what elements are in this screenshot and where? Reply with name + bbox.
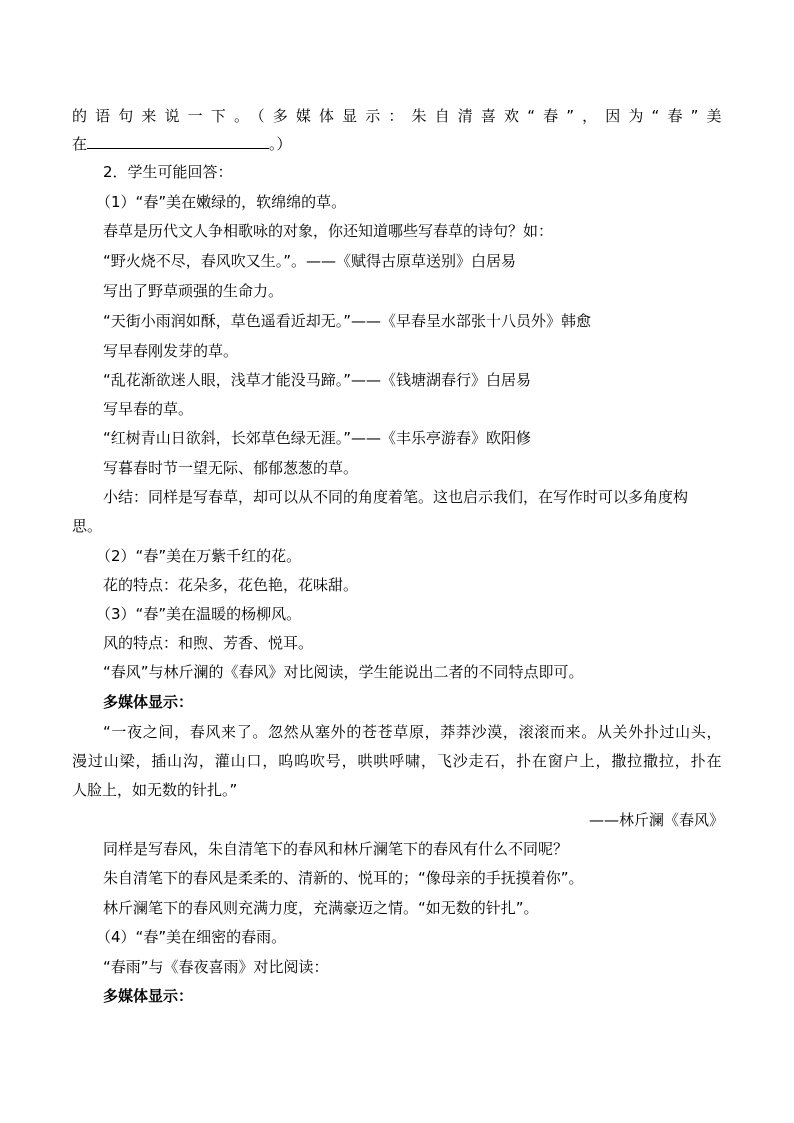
poem-4: “红树青山日欲斜，长郊草色绿无涯。”——《丰乐亭游春》欧阳修: [103, 429, 532, 447]
section-2-title: 2．学生可能回答：: [103, 163, 233, 181]
zhu-wind-description: 朱自清笔下的春风是柔柔的、清新的、悦耳的；“像母亲的手抚摸着你”。: [103, 869, 584, 887]
flower-traits: 花的特点：花朵多，花色艳，花味甜。: [103, 576, 359, 594]
poem-3-note: 写早春的草。: [103, 400, 194, 418]
quote-line-2: 漫过山梁，插山沟，灌山口，呜呜吹号，哄哄呼啸，飞沙走石，扑在窗户上，撒拉撒拉，扑在: [72, 752, 722, 770]
wind-traits: 风的特点：和煦、芳香、悦耳。: [103, 634, 314, 652]
rain-comparison: “春雨”与《春夜喜雨》对比阅读：: [103, 958, 329, 976]
summary-line-2: 思。: [72, 517, 103, 535]
intro-line-2-start: 在: [72, 135, 88, 153]
intro-line-2: [72, 134, 292, 154]
lin-wind-description: 林斤澜笔下的春风则充满力度，充满豪迈之情。“如无数的针扎”。: [103, 899, 539, 917]
poem-1-note: 写出了野草顽强的生命力。: [103, 282, 284, 300]
intro-line-2-end: 。）: [269, 135, 292, 153]
quote-line-1: “一夜之间，春风来了。忽然从塞外的苍苍草原，莽莽沙漠，滚滚而来。从关外扑过山头，: [103, 723, 722, 741]
poem-2: “天街小雨润如酥，草色遥看近却无。”——《早春呈水部张十八员外》韩愈: [103, 312, 592, 330]
summary-line-1: 小结：同样是写春草，却可以从不同的角度着笔。这也启示我们，在写作时可以多角度构: [103, 488, 689, 506]
quote-source: ——林斤澜《春风》: [588, 811, 724, 829]
poem-3: “乱花渐欲迷人眼，浅草才能没马蹄。”——《钱塘湖春行》白居易: [103, 371, 532, 389]
item-3-wind: （3）“春”美在温暖的杨柳风。: [96, 605, 302, 623]
wind-comparison: “春风”与林斤澜的《春风》对比阅读，学生能说出二者的不同特点即可。: [103, 663, 584, 681]
intro-line-1: 的语句来说一下。（多媒体显示：朱自清喜欢“春”，因为“春”美: [72, 107, 722, 125]
item-4-rain: （4）“春”美在细密的春雨。: [96, 928, 287, 946]
wind-question: 同样是写春风，朱自清笔下的春风和林斤澜笔下的春风有什么不同呢？: [103, 840, 569, 858]
poem-1: “野火烧不尽，春风吹又生。”。——《赋得古原草送别》白居易: [103, 252, 517, 270]
quote-line-3: 人脸上，如无数的针扎。”: [72, 781, 238, 799]
fill-in-blank: [87, 134, 269, 149]
poem-4-note: 写暮春时节一望无际、郁郁葱葱的草。: [103, 459, 359, 477]
grass-question: 春草是历代文人争相歌咏的对象，你还知道哪些写春草的诗句？如：: [103, 222, 554, 240]
multimedia-label: 多媒体显示：: [103, 693, 194, 711]
poem-2-note: 写早春刚发芽的草。: [103, 342, 239, 360]
multimedia-label-2: 多媒体显示：: [103, 987, 194, 1005]
item-1-grass: （1）“春”美在嫩绿的，软绵绵的草。: [96, 193, 347, 211]
item-2-flower: （2）“春”美在万紫千红的花。: [96, 547, 302, 565]
